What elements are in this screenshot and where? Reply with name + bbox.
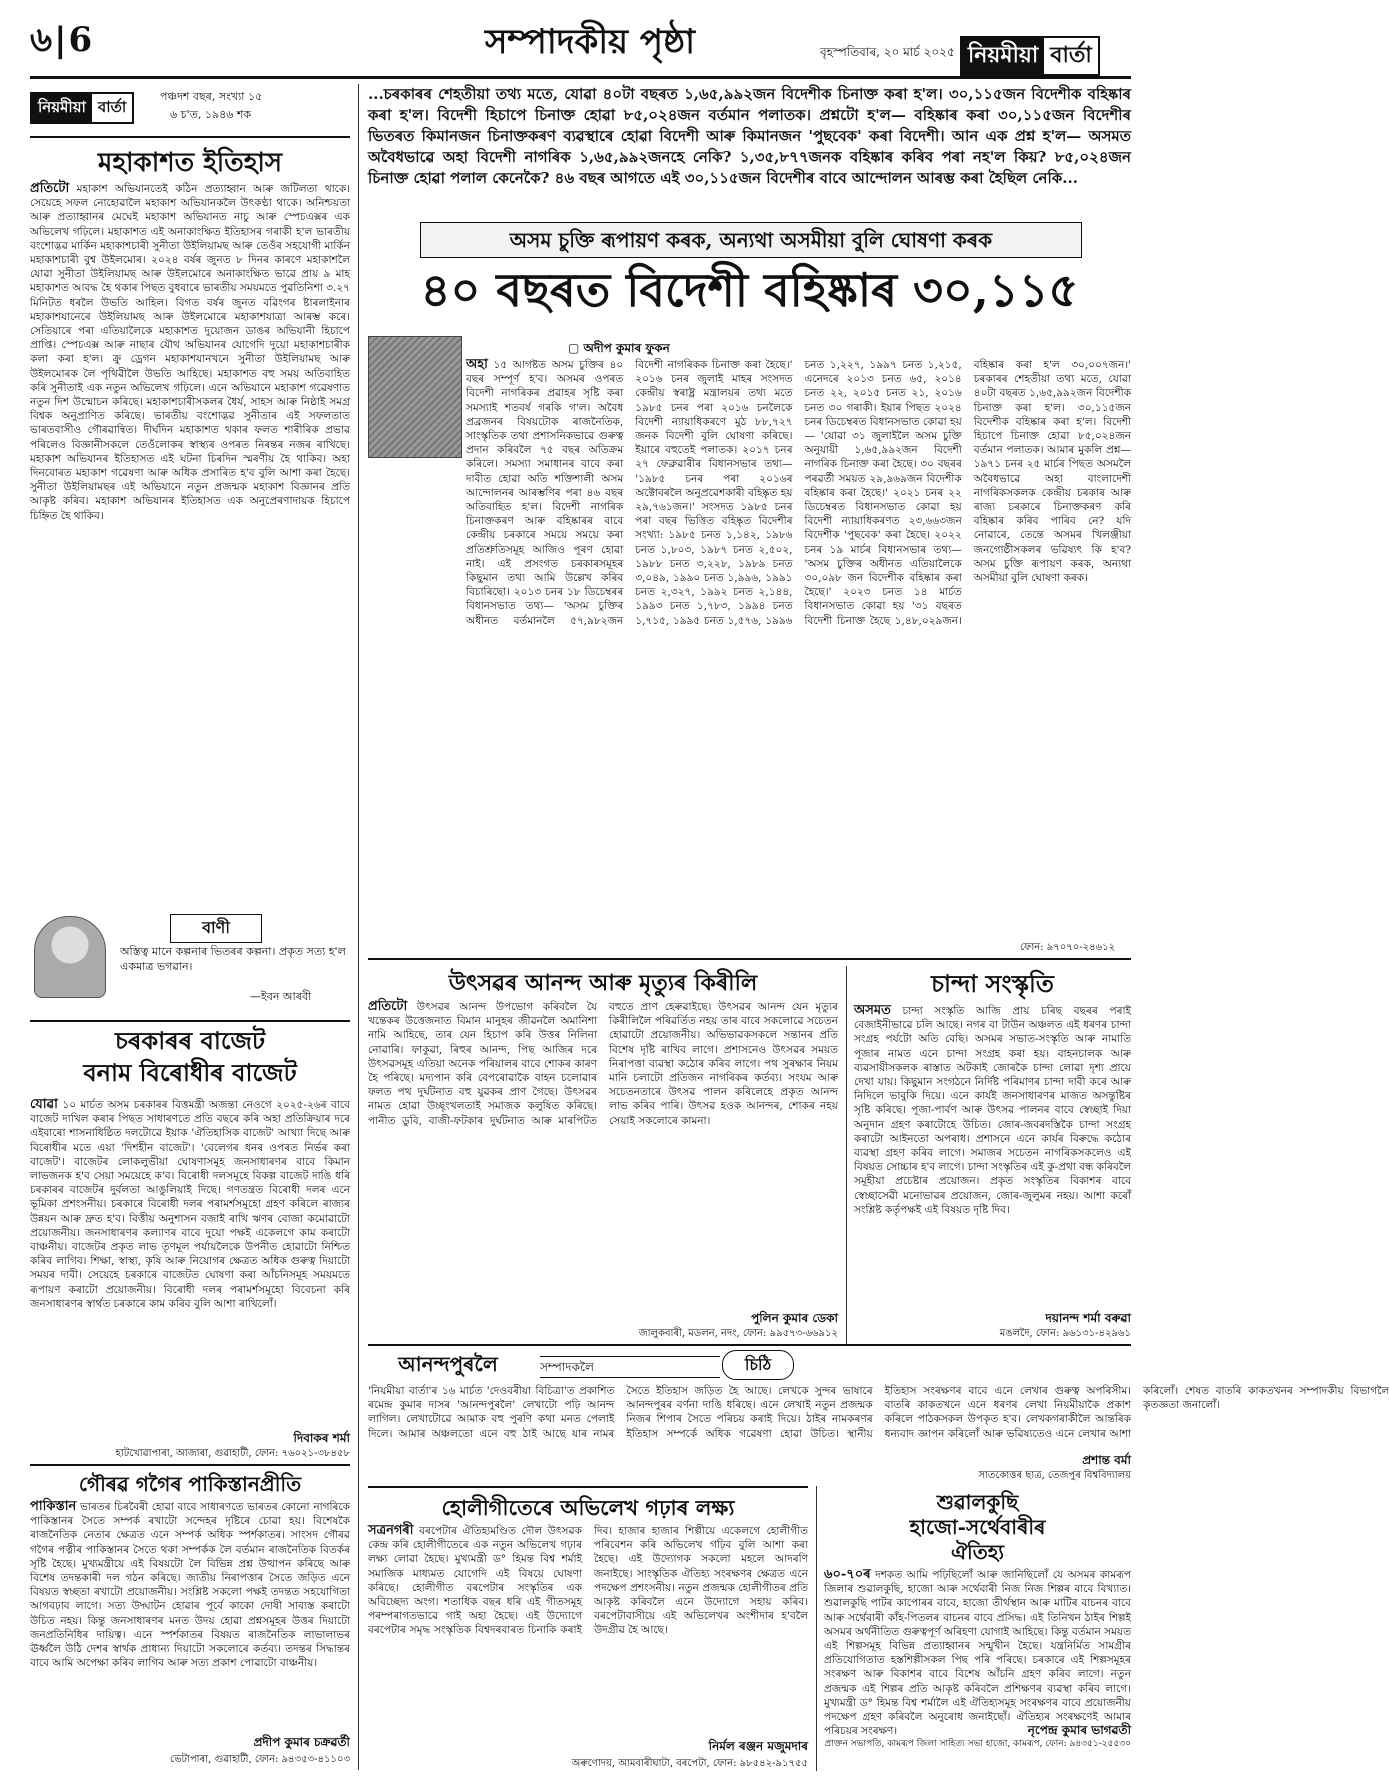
chanda-address: মঙলদৈ, ফোন: ৯৬১৩১-৪২৯৬১ <box>999 1328 1131 1339</box>
chanda-body <box>854 1004 1131 1304</box>
chanda-title: চান্দা সংস্কৃতি <box>931 969 1054 998</box>
section-title: সম্পাদকীয় পৃষ্ঠা <box>484 22 696 62</box>
gaurav-top-rule <box>30 1464 350 1466</box>
anandapur-author: প্ৰশান্ত বৰ্মা <box>1082 1453 1131 1467</box>
lead-article-lead: অহা <box>466 357 488 372</box>
gaurav-text: ভাৰতৰ চিৰবৈৰী হোৱা বাবে সাধাৰণতে ভাৰতৰ কোনো নাগৰিকে পাকিস্তানৰ সৈতে সম্পৰ্ক ৰখাটো সন্দেহৰ দৃষ্টিৰে চোৱা হয়। বিশেষকৈ ৰাজনৈতিক নেতাৰ ক্ষেত্ৰত এনে সম্পৰ্ক অধিক স্পৰ্শকাতৰ। সাংসদ গৌৰৱ গগৈৰ পত্নীৰ পাকিস্তানৰ সৈতে থকা সম্পৰ্কক লৈ বৰ্তমান ৰাজনৈতিক বিতৰ্কৰ সৃষ্টি হৈছে। মুখ্যমন্ত্ৰীয়ে এই বিষয়টো লৈ বিভিন্ন প্ৰশ্ন উত্থাপন কৰিছে আৰু বিশেষ তদন্তকাৰী দল গঠন কৰিছে। জাতীয় নিৰাপত্তাৰ সৈতে জড়িত এনে বিষয়ত স্বচ্ছতা ৰখাটো প্ৰয়োজনীয়। সংশ্লিষ্ট সকলো পক্ষই তদন্তত সহযোগিতা আগবঢ়াব লাগে। সত্য উদ্ঘাটন হোৱাৰ পূৰ্বে কাকো দোষী সাব্যস্ত কৰাটো উচিত নহয়। কিন্তু জনসাধাৰণৰ মনত উদয় হোৱা প্ৰশ্নসমূহৰ উত্তৰ দিয়াটো জনপ্ৰতিনিধিৰ দায়িত্ব। এনে স্পৰ্শকাতৰ বিষয়ত ৰাজনৈতিক লাভালাভৰ ঊৰ্ধ্বলৈ উঠি দেশৰ স্বাৰ্থক প্ৰাধান্য দিয়াটো সকলোৰে কৰ্তব্য। তদন্তৰ সিদ্ধান্তৰ বাবে আমি অপেক্ষা কৰিব লাগিব আৰু সত্য প্ৰকাশ পোৱাটো বাঞ্চনীয়। <box>30 1501 350 1670</box>
festival-divider <box>846 966 847 1346</box>
header-logo <box>960 36 1100 76</box>
budget-text: ১০ মাৰ্চত অসম চৰকাৰৰ বিত্তমন্ত্ৰী অজন্তা নেওগে ২০২৫-২৬ৰ বাবে বাজেট দাখিল কৰাৰ পিছত সাধাৰণতে প্ৰতি বছৰে কৰি অহা প্ৰতিক্ৰিয়াৰ দৰে এইবাৰো শাসনাধিষ্ঠিত দলটোৱে ইয়াক 'ঐতিহাসিক বাজেট' আখ্যা দিছে আৰু বিৰোধীৰ মতে এয়া 'দিশহীন বাজেট'। 'বেলেগৰ ধনৰ ওপৰত নিৰ্ভৰ কৰা বাজেট'। বাজেটৰ লোকলুভীয়া ঘোষণাসমূহ জনসাধাৰণৰ বাবে কিমান লাভজনক হ'ব সেয়া সময়েহে ক'ব। বিৰোধী দলসমূহে বিকল্প বাজেট দাঙি ধৰি চৰকাৰৰ বাজেটৰ দুৰ্বলতা আঙুলিয়াই দিছে। গণতন্ত্ৰত বিৰোধী দলৰ এনে ভূমিকা প্ৰশংসনীয়। চৰকাৰে বিৰোধী দলৰ পৰামৰ্শসমূহো গ্ৰহণ কৰিলে ৰাজ্যৰ উন্নয়ন আৰু দ্ৰুত হ'ব। বিত্তীয় অনুশাসন বজাই ৰাখি ঋণৰ বোজা কমোৱাটো প্ৰয়োজনীয়। জনসাধাৰণৰ কল্যাণৰ বাবে দুয়ো পক্ষই একেলগে কাম কৰাটো বাঞ্চনীয়। বাজেটৰ প্ৰকৃত লাভ তৃণমূল পৰ্যায়লৈকে উপনীত হোৱাটো নিশ্চিত কৰিব লাগিব। শিক্ষা, স্বাস্থ্য, কৃষি আৰু নিয়োগৰ ক্ষেত্ৰত অধিক গুৰুত্ব দিয়াটো সময়ৰ দাবী। সেয়েহে চৰকাৰে বাজেটত ঘোষণা কৰা আঁচনিসমূহ সময়মতে ৰূপায়ণ কৰাটো প্ৰয়োজনীয়। বিৰোধী দলৰ পৰামৰ্শসমূহো বিবেচনা কৰি জনসাধাৰণৰ স্বাৰ্থত চৰকাৰে কাম কৰিব বুলি আশা ৰাখিলোঁ। <box>30 1099 350 1310</box>
gaurav-address: ভেটাপাৰা, গুৱাহাটী, ফোন: ৯৪৩৫৩-৪১১০৩ <box>170 1754 350 1765</box>
holi-author: নিৰ্মল ৰঞ্জন মজুমদাৰ <box>708 1739 808 1753</box>
anandapur-address: সাতকোত্তৰ ছাত্ৰ, তেজপুৰ বিশ্ববিদ্যালয় <box>978 1470 1131 1481</box>
festival-title: উৎসৱৰ আনন্দ আৰু মৃত্যুৰ কিৰীলি <box>448 970 758 996</box>
budget-title-2: বনাম বিৰোধীৰ বাজেট <box>83 1058 297 1087</box>
letters-top-rule <box>368 1344 1131 1346</box>
quote-text: অস্তিত্ব মানে কল্পনাৰ ভিতৰৰ কল্পনা। প্ৰকৃত সত্য হ'ল একমাত্ৰ ভগৱান। <box>120 945 346 973</box>
masthead-logo-part2: বাৰ্তা <box>97 97 127 116</box>
page-number: ৬|6 <box>30 20 95 60</box>
editorial-title: মহাকাশত ইতিহাস <box>97 148 283 178</box>
masthead-date: ৬ চ'ত, ১৯৪৬ শক <box>170 108 252 121</box>
gaurav-author: প্ৰদীপ কুমাৰ চক্ৰৱৰ্তী <box>253 1735 350 1749</box>
masthead-rule <box>30 136 350 138</box>
editorial-body <box>30 182 350 897</box>
budget-body <box>30 1098 350 1428</box>
lead-article-text: ১৫ আগষ্টত অসম চুক্তিৰ ৪০ বছৰ সম্পূৰ্ণ হ'ব। অসমৰ ওপৰত বিদেশী নাগৰিকৰ প্ৰৱাহৰ সৃষ্টি কৰা সমস্যাই শতবৰ্ষ গৰকি গ'ল। অবৈধ প্ৰব্ৰজনৰ বিষয়টোক ৰাজনৈতিক, সাংস্কৃতিক তথা প্ৰশাসনিকভাৱে গুৰুত্ব প্ৰদান কৰিবলৈ ৭৫ বছৰ অতিক্ৰম কৰিলে। সমস্যা সমাধানৰ বাবে কৰা দাবীত হোৱা অতি শক্তিশালী অসম আন্দোলনৰ আৰম্ভণিৰ পৰা ৪৬ বছৰ অতিবাহিত হ'ল। বিদেশী নাগৰিক চিনাক্তকৰণ আৰু বহিষ্কাৰৰ বাবে কেন্দ্ৰীয় চৰকাৰে সময়ে সময়ে কৰা প্ৰতিশ্ৰুতিসমূহ আজিও পূৰণ হোৱা নাই। এই প্ৰসংগত চৰকাৰসমূহৰ কিছুমান তথ্য আমি উল্লেখ কৰিব বিচাৰিছো। ২০১৩ চনৰ ১৮ ডিচেম্বৰৰ বিধানসভাত তথ্য— 'অসম চুক্তিৰ অধীনত বৰ্তমানলৈ ৫৭,৯৮২জন বিদেশী নাগৰিকক চিনাক্ত কৰা হৈছে।' ২০১৬ চনৰ জুলাই মাহৰ সংসদত কেন্দ্ৰীয় স্বৰাষ্ট্ৰ মন্ত্ৰালয়ৰ তথ্য মতে ১৯৮৫ চনৰ পৰা ২০১৬ চনলৈকে বিদেশী ন্যায়াধিকৰণে মুঠ ৮৮,৭২৭ জনক বিদেশী বুলি ঘোষণা কৰিছে। ইয়াৰে বহুতেই পলাতক। ২০১৭ চনৰ ২৭ ফেব্ৰুৱাৰীৰ বিধানসভাৰ তথ্য— '১৯৮৫ চনৰ পৰা ২০১৬ৰ অক্টোবৰলৈ অনুপ্ৰৱেশকাৰী বহিষ্কৃত হয় ২৯,৭৬১জন।' সংসদত ১৯৮৫ চনৰ পৰা বছৰ ভিত্তিত বহিষ্কৃত বিদেশীৰ সংখ্যা: ১৯৮৫ চনত ১,১৪২, ১৯৮৬ চনত ১,৮০৩, ১৯৮৭ চনত ২,৫০২, ১৯৮৮ চনত ৩,২২৮, ১৯৮৯ চনত ৩,০৪৯, ১৯৯০ চনত ১,৯৯৬, ১৯৯১ চনত ২,৩২৭, ১৯৯২ চনত ২,১৪৪, ১৯৯৩ চনত ১,৭৮৩, ১৯৯৪ চনত ১,৭১৫, ১৯৯৫ চনত ১,৫৭৬, ১৯৯৬ চনত ১,২২৭, ১৯৯৭ চনত ১,২১৫, এনেদৰে ২০১৩ চনত ৬৫, ২০১৪ চনত ২২, ২০১৫ চনত ২১, ২০১৬ চনত ৩০ গৰাকী। ইয়াৰ পিছত ২০২৪ চনৰ ডিচেম্বৰত বিধানসভাত কোৱা হয়— 'যোৱা ৩১ জুলাইলৈ অসম চুক্তি অনুযায়ী ১,৬৫,৯৯২জন বিদেশী নাগৰিক চিনাক্ত কৰা হৈছে। ৩০ বছৰৰ পৰৱৰ্তী সময়ত ২৯,৯৬৯জন বিদেশীক বহিষ্কাৰ কৰা হৈছে।' ২০২১ চনৰ ২২ ডিচেম্বৰত বিধানসভাত কোৱা হয় বিদেশী ন্যায়াধিকৰণত ২৩,৬৬৩জন বিদেশীক 'পুছবেক' কৰা হৈছে। ২০২২ চনৰ ১৯ মাৰ্চৰ বিধানসভাৰ তথ্য— 'অসম চুক্তিৰ অধীনত এতিয়ালৈকে ৩০,০৯৮ জন বিদেশীক বহিষ্কাৰ কৰা হৈছে।' ২০২৩ চনত ১৪ মাৰ্চত বিধানসভাত কোৱা হয় '৩১ বছৰত বিদেশী চিনাক্ত হৈছে ১,৪৮,০২৯জন। বহিষ্কাৰ কৰা হ'ল ৩০,০০৭জন।' চৰকাৰৰ শেহতীয়া তথ্য মতে, যোৱা ৪০টা বছৰত ১,৬৫,৯৯২জন বিদেশীক চিনাক্ত কৰা হ'ল। ৩০,১১৫জন বিদেশীক বহিষ্কাৰ কৰা হ'ল। বিদেশী হিচাপে চিনাক্ত হোৱা ৮৫,০২৪জন বৰ্তমান পলাতক। আমাৰ মুকলি প্ৰশ্ন— ১৯৭১ চনৰ ২৫ মাৰ্চৰ পিছত অসমলৈ অবৈধভাৱে অহা বাংলাদেশী নাগৰিকসকলক কেন্দ্ৰীয় চৰকাৰ আৰু ৰাজ্য চৰকাৰে চিনাক্তকৰণ কৰি বহিষ্কাৰ কৰিব পাৰিব নে? যদি নোৱাৰে, তেন্তে অসমৰ খিলঞ্জীয়া জনগোষ্ঠীসকলৰ ভৱিষ্যৎ কি হ'ব? অসম চুক্তি ৰূপায়ণ কৰক, অন্যথা অসমীয়া বুলি ঘোষণা কৰক। <box>466 359 1131 627</box>
quote-box <box>30 910 350 1010</box>
festival-body <box>368 1000 838 1305</box>
shualkuchi-text: দশকত আমি পঢ়িছিলোঁ আৰু জানিছিলোঁ যে অসমৰ কামৰূপ জিলাৰ শুৱালকুছি, হাজো আৰু সৰ্থেবাৰী নিজ নিজ শিল্পৰ বাবে বিখ্যাত। শুৱালকুছি পাটৰ কাপোৰৰ বাবে, হাজো তীৰ্থস্থান আৰু মাটিৰ বাচনৰ বাবে আৰু সৰ্থেবাৰী কাঁহ-পিতলৰ বাচনৰ বাবে প্ৰসিদ্ধ। এই তিনিখন ঠাইৰ শিল্পই অসমৰ অৰ্থনীতিত গুৰুত্বপূৰ্ণ অৰিহণা যোগাই আহিছে। কিন্তু বৰ্তমান সময়ত এই শিল্পসমূহ বিভিন্ন প্ৰত্যাহ্বানৰ সন্মুখীন হৈছে। যন্ত্ৰনিৰ্মিত সামগ্ৰীৰ প্ৰতিযোগিতাত হস্তশিল্পীসকল পিছ পৰি পৰিছে। চৰকাৰে এই শিল্পসমূহৰ সংৰক্ষণ আৰু বিকাশৰ বাবে বিশেষ আঁচনি গ্ৰহণ কৰিব লাগে। নতুন প্ৰজন্মক এই শিল্পৰ প্ৰতি আকৃষ্ট কৰিবলৈ প্ৰশিক্ষণৰ ব্যৱস্থা কৰিব লাগে। মুখ্যমন্ত্ৰী ড° হিমন্ত বিশ্ব শৰ্মালৈ এই ঐতিহ্যসমূহ সংৰক্ষণৰ বাবে প্ৰয়োজনীয় পদক্ষেপ গ্ৰহণ কৰিবলৈ অনুৰোধ জনাইছোঁ। ঐতিহ্যৰ সংৰক্ষণেই আমাৰ পৰিচয়ৰ সংৰক্ষণ। <box>824 1569 1132 1738</box>
budget-title-1: চৰকাৰৰ বাজেট <box>114 1026 266 1055</box>
budget-top-rule <box>30 1020 350 1022</box>
chanda-author: দয়ানন্দ শৰ্মা বৰুৱা <box>1045 1311 1131 1325</box>
shualkuchi-author: নৃপেন্দ্ৰ কুমাৰ ভাগৱতী <box>1027 1723 1131 1737</box>
budget-author: দিবাকৰ শৰ্মা <box>293 1431 350 1445</box>
issue-date: বৃহস্পতিবাৰ, ২০ মাৰ্চ ২০২৫ <box>820 45 955 59</box>
masthead-logo <box>30 92 134 124</box>
letters-banner-label: সম্পাদকলৈ <box>540 1360 594 1374</box>
left-bottom-divider <box>358 1020 359 1770</box>
lead-headline: ৪০ বছৰত বিদেশী বহিষ্কাৰ ৩০,১১৫ <box>420 263 1079 317</box>
letters-badge: চিঠি <box>722 1350 794 1380</box>
lead-byline: ▢ অদীপ কুমাৰ ফুকন <box>568 341 670 355</box>
lead-body <box>466 358 1131 938</box>
logo-part2: বাৰ্তা <box>1050 42 1092 68</box>
holi-top-rule <box>368 1486 808 1488</box>
logo-part1: নিয়মীয়া <box>962 38 1044 74</box>
author-photo <box>368 336 462 458</box>
gaurav-lead: পাকিস্তান <box>30 1499 77 1514</box>
chanda-text: চান্দা সংস্কৃতি আজি প্ৰায় চৰিছ বছৰৰ পৰাই বেজাইনীভাৱে চলি আছে। নগৰ বা টাউন অঞ্চলত এই ধৰণৰ চান্দা সংগ্ৰহ পৰ্যটো অতি বেছি। অসমৰ সভাত-সংস্কৃতি আৰু নামাতি পূজাৰ নামত এনে চান্দা সংগ্ৰহ কৰা হয়। বাহনচালক আৰু ব্যৱসায়ীসকলক ৰাস্তাত অটকাই জোৰকৈ চান্দা লোৱা দৃশ্য প্ৰায়ে দেখা যায়। কিছুমান সংগঠনে নিৰ্দিষ্ট পৰিমাণৰ চান্দা দাবী কৰে আৰু নিদিলে ভাবুকি দিয়ে। এনে কাৰ্যই জনসাধাৰণৰ মাজত অসন্তুষ্টিৰ সৃষ্টি কৰিছে। পূজা-পাৰ্বণ আৰু উৎসৱ পালনৰ বাবে স্বেচ্ছাই দিয়া অনুদান গ্ৰহণ কৰাটোহে উচিত। জোৰ-জবৰদস্তিকৈ চান্দা সংগ্ৰহ কৰাটো আইনতো অপৰাধ। প্ৰশাসনে এনে কাৰ্যৰ বিৰুদ্ধে কঠোৰ ব্যৱস্থা গ্ৰহণ কৰিব লাগে। সমাজৰ সচেতন নাগৰিকসকলেও এই বিষয়ত সোচ্চাৰ হ'ব লাগে। চান্দা সংস্কৃতিৰ এই কু-প্ৰথা বন্ধ কৰিবলৈ সমূহীয়া প্ৰচেষ্টাৰ প্ৰয়োজন। প্ৰকৃত সংস্কৃতিৰ বিকাশৰ বাবে স্বেচ্ছাসেৱী মনোভাৱৰ প্ৰয়োজন, জোৰ-জুলুমৰ নহয়। আশা কৰোঁ সংশ্লিষ্ট কৰ্তৃপক্ষই এই বিষয়ত দৃষ্টি দিব। <box>854 1005 1131 1216</box>
quote-title: বাণী <box>170 914 262 943</box>
shualkuchi-title-3: ঐতিহ্য <box>950 1540 1005 1564</box>
sage-portrait-icon <box>34 916 106 998</box>
shualkuchi-divider <box>816 1486 817 1771</box>
quote-author: —ইবন আৰবী <box>250 990 312 1003</box>
masthead-logo-part1: নিয়মীয়া <box>32 94 92 122</box>
shualkuchi-title <box>824 1490 1131 1565</box>
holi-lead: সত্ৰনগৰী <box>368 1523 414 1538</box>
left-column-divider <box>358 84 359 1044</box>
gaurav-body <box>30 1500 350 1730</box>
gaurav-title: গৌৰৱ গগৈৰ পাকিস্তানপ্ৰীতি <box>78 1472 302 1496</box>
shualkuchi-address: প্ৰাক্তন সভাপতি, কামৰূপ জিলা সাহিত্য সভা হাজো, কামৰূপ, ফোন: ৯৪৩৫১-২৫৫৩০ <box>824 1739 1131 1749</box>
lead-bottom-rule <box>368 958 1131 960</box>
holi-text: বৰপেটাৰ ঐতিহ্যমণ্ডিত দৌল উৎসৱক কেন্দ্ৰ কৰি হোলীগীতেৰে এক নতুন অভিলেখ গঢ়াৰ লক্ষ্য লোৱা হৈছে। মুখ্যমন্ত্ৰী ড° হিমন্ত বিশ্ব শৰ্মাই সমাজিক মাধ্যমত যোগেদি এই বিষয়ে ঘোষণা কৰিছে। হোলীগীত বৰপেটাৰ সংস্কৃতিৰ এক অবিচ্ছেদ্য অংগ। শতাধিক বছৰ ধৰি এই গীতসমূহ পৰম্পৰাগতভাৱে গাই অহা হৈছে। এই উদ্যোগে বৰপেটাৰ সমৃদ্ধ সংস্কৃতিক বিশ্বদৰবাৰত চিনাকি কৰাই দিব। হাজাৰ হাজাৰ শিল্পীয়ে একেলগে হোলীগীত পৰিবেশন কৰি অভিলেখ গঢ়িব বুলি আশা কৰা হৈছে। এই উদ্যোগক সকলো মহলে আদৰণি জনাইছে। সাংস্কৃতিক ঐতিহ্য সংৰক্ষণৰ ক্ষেত্ৰত এনে পদক্ষেপ প্ৰশংসনীয়। নতুন প্ৰজন্মক হোলীগীতৰ প্ৰতি আকৃষ্ট কৰিবলৈ এনে উদ্যোগে সহায় কৰিব। বৰপেটাবাসীয়ে এই অভিলেখৰ অংশীদাৰ হ'বলৈ উদগ্ৰীৱ হৈ আছে। <box>368 1525 808 1637</box>
shualkuchi-lead: ৬০-৭০ৰ <box>824 1567 871 1582</box>
top-pull-quote: ...চৰকাৰৰ শেহতীয়া তথ্য মতে, যোৱা ৪০টা বছৰত ১,৬৫,৯৯২জন বিদেশীক চিনাক্ত কৰা হ'ল। ৩০,১১৫জন বিদেশীক বহিষ্কাৰ কৰা হ'ল। বিদেশী হিচাপে চিনাক্ত হোৱা ৮৫,০২৪জন বৰ্তমান পলাতক। প্ৰশ্নটো হ'ল— বহিষ্কাৰ কৰা ৩০,১১৫জন বিদেশীৰ ভিতৰত কিমানজন চিনাক্তকৰণ ব্যৱস্থাৰে হোৱা বিদেশী আৰু কিমানজন 'পুছবেক' কৰা বিদেশী। আন এক প্ৰশ্ন হ'ল— অসমত অবৈধভাৱে অহা বিদেশী নাগৰিক ১,৬৫,৯৯২জনহে নেকি? ১,৩৫,৮৭৭জনক বহিষ্কাৰ কৰিব পৰা নহ'ল কিয়? ৮৫,০২৪জন চিনাক্ত হোৱা পলাল কেনেকৈ? ৪৬ বছৰ আগতে এই ৩০,১১৫জন বিদেশীৰ বাবে আন্দোলন আৰম্ভ কৰা হৈছিল নেকি... <box>368 85 1131 187</box>
festival-text: উৎসৱৰ আনন্দ উপভোগ কৰিবলৈ যৈ খন্তেকৰ উত্তেজনাত বিমান মানুহৰ জীৱনলৈ অমানিশা নামি আহিছে, তাৰ যেন হিচাপ কৰি উত্তৰ নিলিনা নোৱাৰি। ফাকুৱা, ৰিহুৰ আনন্দ, পিছ আজিৰ দৰে উৎসৱসমূহ এতিয়া অনেক পৰিয়ালৰ বাবে শোকৰ কাৰণ হৈ পৰিছে। মদ্যপান কৰি বেপৰোৱাকৈ বাহন চলোৱাৰ ফলত পথ দুৰ্ঘটনাত বহু যুৱকৰ প্ৰাণ গৈছে। উৎসৱৰ নামত হোৱা উচ্ছৃংখলতাই সমাজক কলুষিত কৰিছে। পানীত ডুবি, বাজী-ফটকাৰ দুৰ্ঘটনাত আৰু মাৰপিটত বহুতে প্ৰাণ হেৰুৱাইছে। উৎসৱৰ আনন্দ যেন মৃত্যুৰ কিৰীলিলৈ পৰিৱৰ্তিত নহয় তাৰ বাবে সকলোৱে সচেতন হোৱাটো প্ৰয়োজনীয়। অভিভাৱকসকলে সন্তানৰ প্ৰতি বিশেষ দৃষ্টি ৰাখিব লাগে। প্ৰশাসনেও উৎসৱৰ সময়ত নিৰাপত্তা ব্যৱস্থা কঠোৰ কৰিব লাগে। পথ সুৰক্ষাৰ নিয়ম মানি চলাটো প্ৰতিজন নাগৰিকৰ কৰ্তব্য। সংযম আৰু সচেতনতাৰে উৎসৱ পালন কৰিলেহে প্ৰকৃত আনন্দ লাভ কৰিব পাৰি। উৎসৱ হওক আনন্দৰ, শোকৰ নহয় সেয়াই সকলোৰে কামনা। <box>368 1001 838 1127</box>
masthead <box>30 84 350 134</box>
letters-banner <box>540 1356 720 1378</box>
festival-lead: প্ৰতিটো <box>368 999 408 1014</box>
holi-body <box>368 1524 808 1736</box>
shualkuchi-title-2: হাজো-সৰ্থেবাৰীৰ <box>909 1515 1046 1539</box>
festival-address: জালুকবাৰী, মডলন, নদং, ফোন: ৯৯৫৭৩-৬৬৯১২ <box>638 1328 838 1339</box>
header-rule <box>30 76 1131 79</box>
shualkuchi-title-1: শুৱালকুছি <box>936 1490 1019 1514</box>
anandapur-title: আনন্দপুৰলৈ <box>398 1352 498 1376</box>
chanda-lead: অসমত <box>854 1003 891 1018</box>
lead-kicker: অসম চুক্তি ৰূপায়ণ কৰক, অন্যথা অসমীয়া বুলি ঘোষণা কৰক <box>420 222 1082 258</box>
festival-author: পুলিন কুমাৰ ডেকা <box>751 1311 838 1325</box>
budget-lead: যোৱা <box>30 1097 58 1112</box>
budget-address: হাটখোৱাপাৰা, আজাৰা, গুৱাহাটী, ফোন: ৭৬০২১-৩৮৪৫৮ <box>115 1448 350 1459</box>
holi-title: হোলীগীতেৰে অভিলেখ গঢ়াৰ লক্ষ্য <box>441 1495 735 1520</box>
holi-address: অৰুণোদয়, আমবাৰীঘাটা, বৰপেটা, ফোন: ৯৮৫৪২-৯১৭৫৫ <box>571 1758 808 1769</box>
masthead-volume: পঞ্চদশ বছৰ, সংখ্যা ১৫ <box>160 90 263 103</box>
anandapur-body: 'নিয়মীয়া বাৰ্তা'ৰ ১৬ মাৰ্চত 'দেওবৰীয়া বিচিত্ৰা'ত প্ৰকাশিত ৰমেন্দ্ৰ কুমাৰ দাসৰ 'আনন্দপুৰলৈ' লেখাটো পঢ়ি আনন্দ লাগিল। লেখাটোৱে আমাক বহু পুৰণি কথা মনত পেলাই দিলে। আমাৰ অঞ্চলতো এনে বহু ঠাই আছে যাৰ নামৰ সৈতে ইতিহাস জড়িত হৈ আছে। লেখকে সুন্দৰ ভাষাৰে আনন্দপুৰৰ বৰ্ণনা দাঙি ধৰিছে। এনে লেখাই নতুন প্ৰজন্মক নিজৰ শিপাৰ সৈতে পৰিচয় কৰাই দিয়ে। ঠাইৰ নামকৰণৰ ইতিহাস সম্পৰ্কে অধিক গৱেষণা হোৱা উচিত। স্থানীয় ইতিহাস সংৰক্ষণৰ বাবে এনে লেখাৰ গুৰুত্ব অপৰিসীম। বাতৰি কাকতখনে এনে ধৰণৰ লেখা নিয়মীয়াকৈ প্ৰকাশ কৰিলে পাঠকসকল উপকৃত হ'ব। লেখকগৰাকীলৈ আন্তৰিক ধন্যবাদ জ্ঞাপন কৰিলোঁ আৰু ভৱিষ্যতেও এনে লেখাৰ আশা কৰিলোঁ। শেষত বাতৰি কাকতখনৰ সম্পাদকীয় বিভাগলৈ কৃতজ্ঞতা জনালোঁ। <box>368 1385 1389 1440</box>
editorial-lead: প্ৰতিটো <box>30 181 70 196</box>
lead-body-left <box>368 462 460 938</box>
lead-phone: ফোন: ৯৭০৭০-২৪৬১২ <box>1020 942 1116 953</box>
editorial-text: মহাকাশ অভিযানতেই কঠিন প্ৰত্যাহ্বান আৰু জটিলতা থাকে। সেয়েহে সফল নোহোৱালৈ মহাকাশ অভিযানকলৈ উৎকণ্ঠা থাকে। অনিশ্চয়তা আৰু প্ৰত্যাহ্বানৰ মেঘেই মহাকাশ অভিযানত নাচু আৰু স্পেচএক্সৰ এক অভিলেখ গঢ়িলে। মহাকাশত এই অনাকাংক্ষিত ইতিহাসৰ গৰাকী হ'ল ভাৰতীয় বংশোদ্ভৱ মাৰ্কিন মহাকাশচাৰী সুনীতা উইলিয়ামছ আৰু তেওঁৰ সহযোগী মাৰ্কিন মহাকাশচাৰী বুশ্ব উইলমোৰ। ২০২৪ বৰ্ষৰ জুনত ৮ দিনৰ কাৰণে মহাকাশলৈ যোৱা সুনীতা উইলিয়ামছ আৰু উইলমোৰে অনাকাংক্ষিত ভাৱে প্ৰায় ৯ মাহ মহাকাশত আবদ্ধ হৈ থকাৰ পিছত বুধবাৰে ভাৰতীয় সময়মতে পুৱতিনিশা ৩.২৭ মিনিটত ধৰলৈ উভতি আহিল। বিগত বৰ্ষৰ জুনত বৱিংগৰ ষ্টাৰলাইনাৰ মহাকাশযানেৰে উইলিয়ামছ আৰু উইলমোৰে মহাকাশযাত্ৰা আৰম্ভ কৰে। সেতিয়াৰে পৰা এতিয়ালৈকে মহাকাশত দুয়োজন ডাঙৰ অভিযানী হিচাপে প্ৰাপ্তি। স্পেচএক্স আৰু নাছাৰ যৌথ অভিযানৰ যোগেদি দুয়ো মহাকাশচাৰীক কলা কৰা হ'ল। ক্ৰু ড্ৰেগন মহাকাশযানখনে সুনীতা উইলিয়ামছ আৰু উইলমোৰক লৈ পৃথিৱীলৈ উভতি আহিছে। মহাকাশত বহু সময় অতিবাহিত কৰি সুনীতাই এক নতুন অভিলেখ গঢ়িলে। এনে অভিযানে মহাকাশ গৱেষণাত নতুন দিশ উন্মোচন কৰিছে। মহাকাশচাৰীসকলৰ ধৈৰ্য, সাহস আৰু নিষ্ঠাই সমগ্ৰ বিশ্বক অনুপ্ৰাণিত কৰিছে। ভাৰতীয় বংশোদ্ভৱ সুনীতাৰ এই সফলতাত ভাৰতবাসীও গৌৰৱান্বিত। দীৰ্ঘদিন মহাকাশত থকাৰ ফলত শাৰীৰিক প্ৰভাৱ পৰিলেও বিজ্ঞানীসকলে তেওঁলোকৰ স্বাস্থ্যৰ ওপৰত নিৰন্তৰ নজৰ ৰাখিছে। মহাকাশ অভিযানৰ ইতিহাসত এই ঘটনা চিৰদিন স্মৰণীয় হৈ থাকিব। অহা দিনবোৰত মহাকাশ গৱেষণা আৰু অধিক প্ৰসাৰিত হ'ব বুলি আশা কৰা হৈছে। সুনীতা উইলিয়ামছৰ এই অভিযানে নতুন প্ৰজন্মক মহাকাশ বিজ্ঞানৰ প্ৰতি আকৃষ্ট কৰিব। মহাকাশ অভিযানৰ ইতিহাসত এক অনুপ্ৰেৰণাদায়ক হিচাপে চিহ্নিত হৈ থাকিব। <box>30 183 350 522</box>
